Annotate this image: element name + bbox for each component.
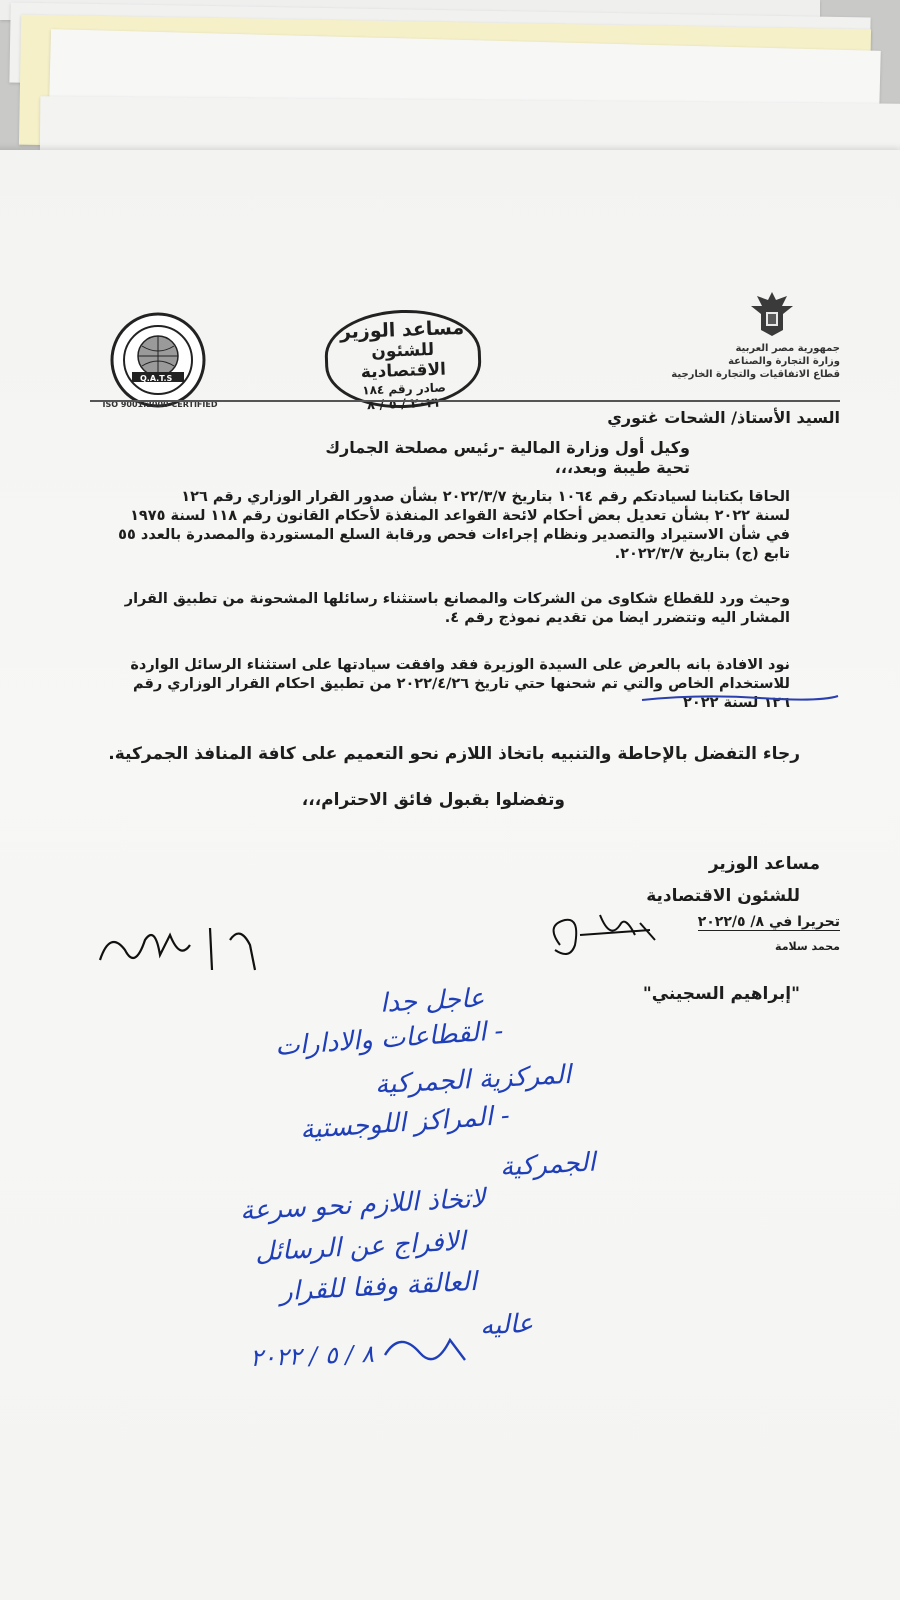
addressee-title: وكيل أول وزارة المالية -رئيس مصلحة الجمارك [325,438,690,457]
handwritten-note-line: - القطاعات والادارات [274,1016,505,1062]
signatory-title-1: مساعد الوزير [708,854,820,874]
ministry-name: وزارة التجارة والصناعة [728,356,840,367]
handwritten-note-line: العالقة وفقا للقرار [279,1266,478,1308]
greeting: تحية طيبة وبعد،،، [554,458,690,477]
stamp-line-4: ٢٠٢٢ / ٥ / ٨ [366,395,443,414]
handwritten-note-line: لاتخاذ اللازم نحو سرعة [239,1183,487,1227]
signature-mark-minister [90,920,270,980]
letter-page [0,150,900,1600]
closing-line: وتفضلوا بقبول فائق الاحترام،،، [301,790,565,810]
ministry-letterhead [590,290,890,400]
stamp-line-2: للشئون الاقتصادية [360,339,447,383]
handwritten-note-date: ٨ / ٥ / ٢٠٢٢ [249,1339,375,1373]
country-name: جمهورية مصر العربية [735,343,840,354]
stamp-line-1: مساعد الوزير [339,316,465,344]
signature-mark-drafter [540,905,670,965]
handwritten-note-line: المركزية الجمركية [374,1059,572,1101]
logo-abbreviation: Q.A.T.S [140,374,173,383]
paragraph-1-line: لسنة ٢٠٢٢ بشأن تعديل بعض أحكام لائحة القواعد المنفذة لأحكام القانون رقم ١١٨ لسنة ١٩٧٥ [130,508,790,524]
sector-name: قطاع الاتفاقيات والتجارة الخارجية [671,369,840,380]
signatory-name: "إبراهيم السجيني" [642,984,800,1004]
handwritten-note-line: الجمركية [499,1147,597,1183]
paragraph-1-line: تابع (ج) بتاريخ ٢٠٢٢/٣/٧. [614,546,790,562]
handwritten-note-line: عاليه [479,1308,534,1342]
handwritten-note-line: عاجل جدا [379,983,486,1019]
iso-certification: ISO 9001:2000 CERTIFIED [102,400,218,409]
drafter-name: محمد سلامة [775,940,840,953]
paragraph-1-line: الحاقا بكتابنا لسيادتكم رقم ١٠٦٤ بتاريخ ٢٠٢٢/٣/٧ بشأن صدور القرار الوزاري رقم ١٢٦ [181,489,790,505]
paragraph-1-line: في شأن الاستيراد والتصدير ونظام إجراءات فحص ورقابة السلع المستوردة والمصدرة بالعدد ٥٥ [118,527,790,543]
letterhead-divider [90,400,840,402]
handwritten-underline [640,688,840,708]
stamp-line-3: صادر رقم ١٨٤ [361,380,447,398]
paragraph-3-line: ١٢٦ لسنة ٢٠٢٢ [683,695,790,711]
paragraph-3-line: للاستخدام الخاص والتي تم شحنها حتي تاريخ ٢٠٢٢/٤/٢٦ من تطبيق احكام القرار الوزاري رقم [133,676,790,692]
incoming-stamp [323,307,482,414]
drafted-date: تحريرا في ٨/ ٢٠٢٢/٥ [697,914,840,930]
handwritten-initials [380,1325,470,1375]
addressee-name: السيد الأستاذ/ الشحات غتوري [607,408,840,427]
request-line: رجاء التفضل بالإحاطة والتنبيه باتخاذ اللازم نحو التعميم على كافة المنافذ الجمركية. [108,744,800,764]
signatory-title-2: للشئون الاقتصادية [646,886,800,906]
paragraph-2-line: وحيث ورد للقطاع شكاوى من الشركات والمصانع باستثناء رسائلها المشحونة من تطبيق القرار [124,591,790,607]
paragraph-2-line: المشار اليه وتتضرر ايضا من تقديم نموذج رقم ٤. [444,610,790,626]
handwritten-note-line: الافراج عن الرسائل [254,1226,467,1268]
paragraph-2 [125,590,790,628]
handwritten-note-line: - المراكز اللوجستية [299,1100,511,1146]
paragraph-1 [118,488,790,564]
paragraph-3-line: نود الافادة بانه بالعرض على السيدة الوزيرة فقد وافقت سيادتها على استثناء الرسائل الواردة [130,657,790,673]
eagle-emblem-icon [749,290,795,338]
